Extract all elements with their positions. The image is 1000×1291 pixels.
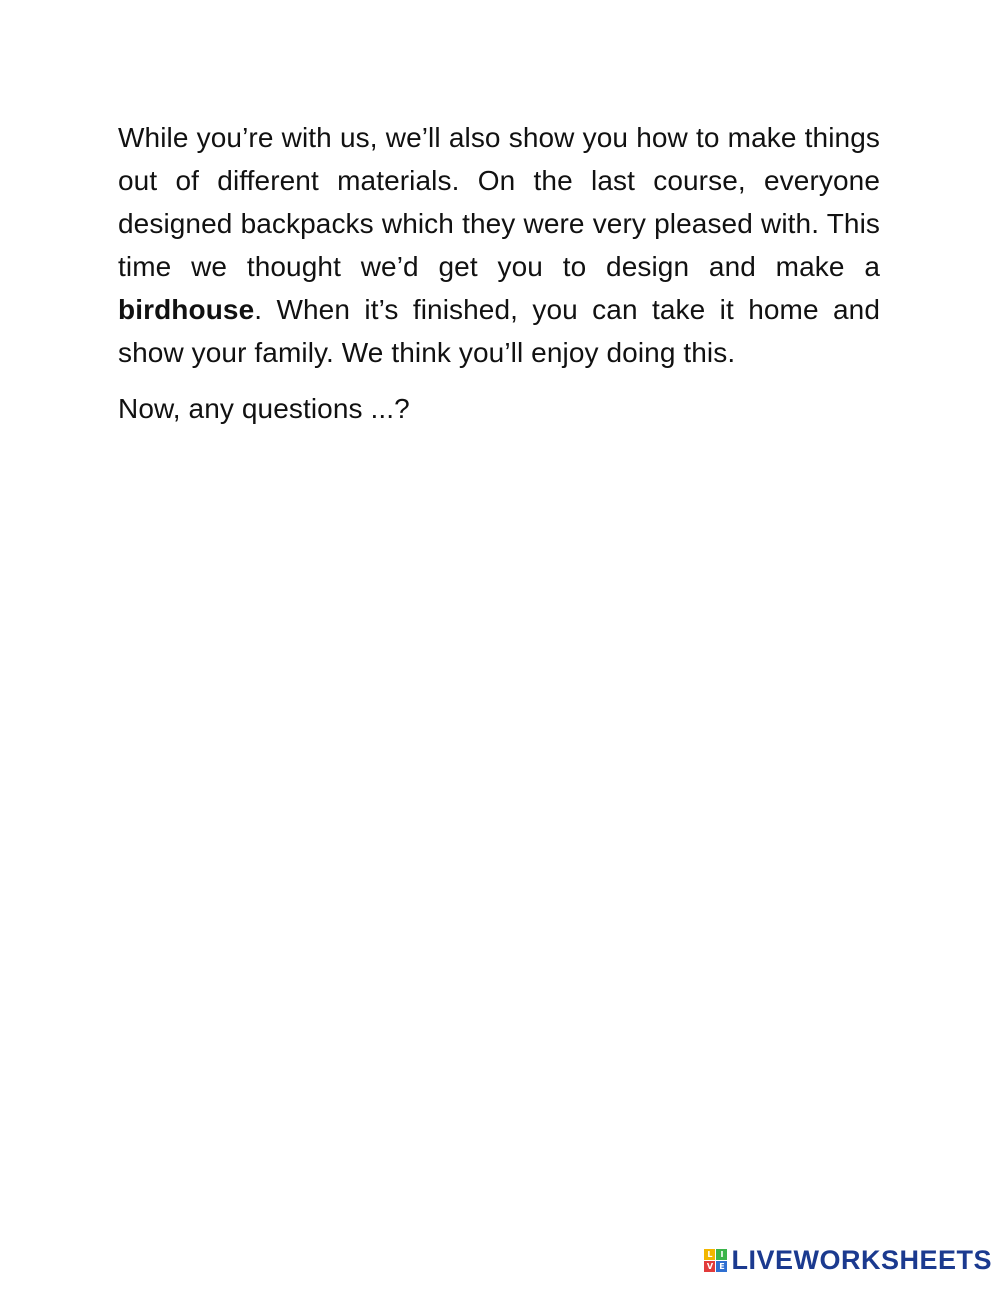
bold-term-birdhouse: birdhouse bbox=[118, 294, 255, 325]
logo-mark-cell: L bbox=[704, 1249, 715, 1260]
logo-mark-cell: V bbox=[704, 1261, 715, 1272]
logo-wordmark: LIVEWORKSHEETS bbox=[731, 1244, 992, 1275]
paragraph-1-text-start: While you’re with us, we’ll also show you how to make things out of different materials. On the last course, everyone designed backpacks which they were very pleased with. This time we thought we’d get you to design and make a bbox=[118, 122, 880, 282]
liveworksheets-logo-icon bbox=[704, 1249, 727, 1272]
document-body bbox=[118, 116, 880, 430]
paragraph-1-text-end: . When it’s finished, you can take it home and show your family. We think you’ll enjoy doing this. bbox=[118, 294, 880, 368]
paragraph-materials bbox=[118, 116, 880, 374]
liveworksheets-logo bbox=[704, 1245, 992, 1275]
logo-mark-cell: E bbox=[716, 1261, 727, 1272]
logo-mark-cell: I bbox=[716, 1249, 727, 1260]
paragraph-questions: Now, any questions ...? bbox=[118, 393, 410, 424]
